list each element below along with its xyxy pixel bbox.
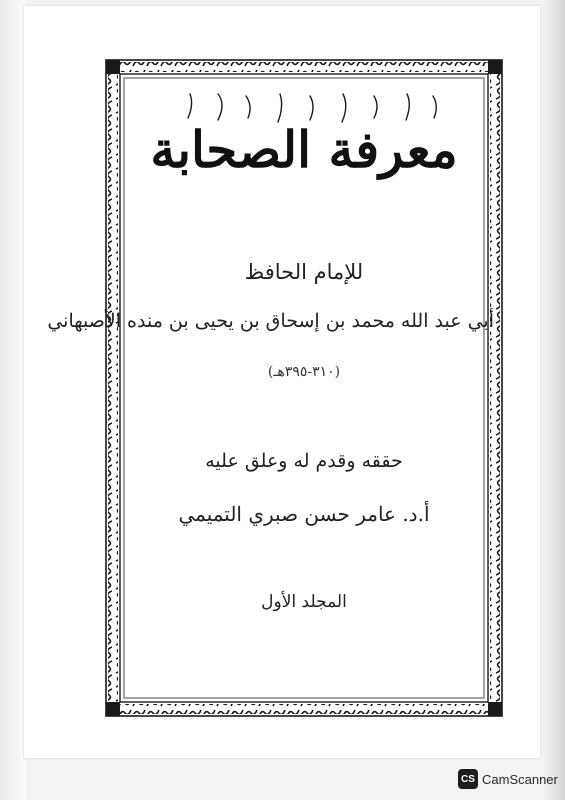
book-title-page [24,6,540,758]
ornamental-frame [47,58,504,718]
book-author: أبي عبد الله محمد بن إسحاق بن يحيى بن منده الأصبهاني [47,310,494,332]
book-subtitle: للإمام الحافظ [244,260,364,284]
camscanner-text: CamScanner [482,771,558,787]
editor-label: حققه وقدم له وعلق عليه [205,450,403,472]
editor-name: أ.د. عامر حسن صبري التميمي [178,502,430,526]
title-page-content [47,82,494,694]
calligraphy-flourish [128,88,480,128]
page-edge-right [541,0,565,800]
volume-label: المجلد الأول [261,592,347,612]
author-years: (٣١٠-٣٩٥هـ) [267,364,341,380]
camscanner-watermark [458,769,558,789]
camscanner-icon: CS [458,769,478,789]
title-block [128,122,480,177]
book-title: معرفة الصحابة [150,120,458,179]
page-edge-left [0,0,26,800]
